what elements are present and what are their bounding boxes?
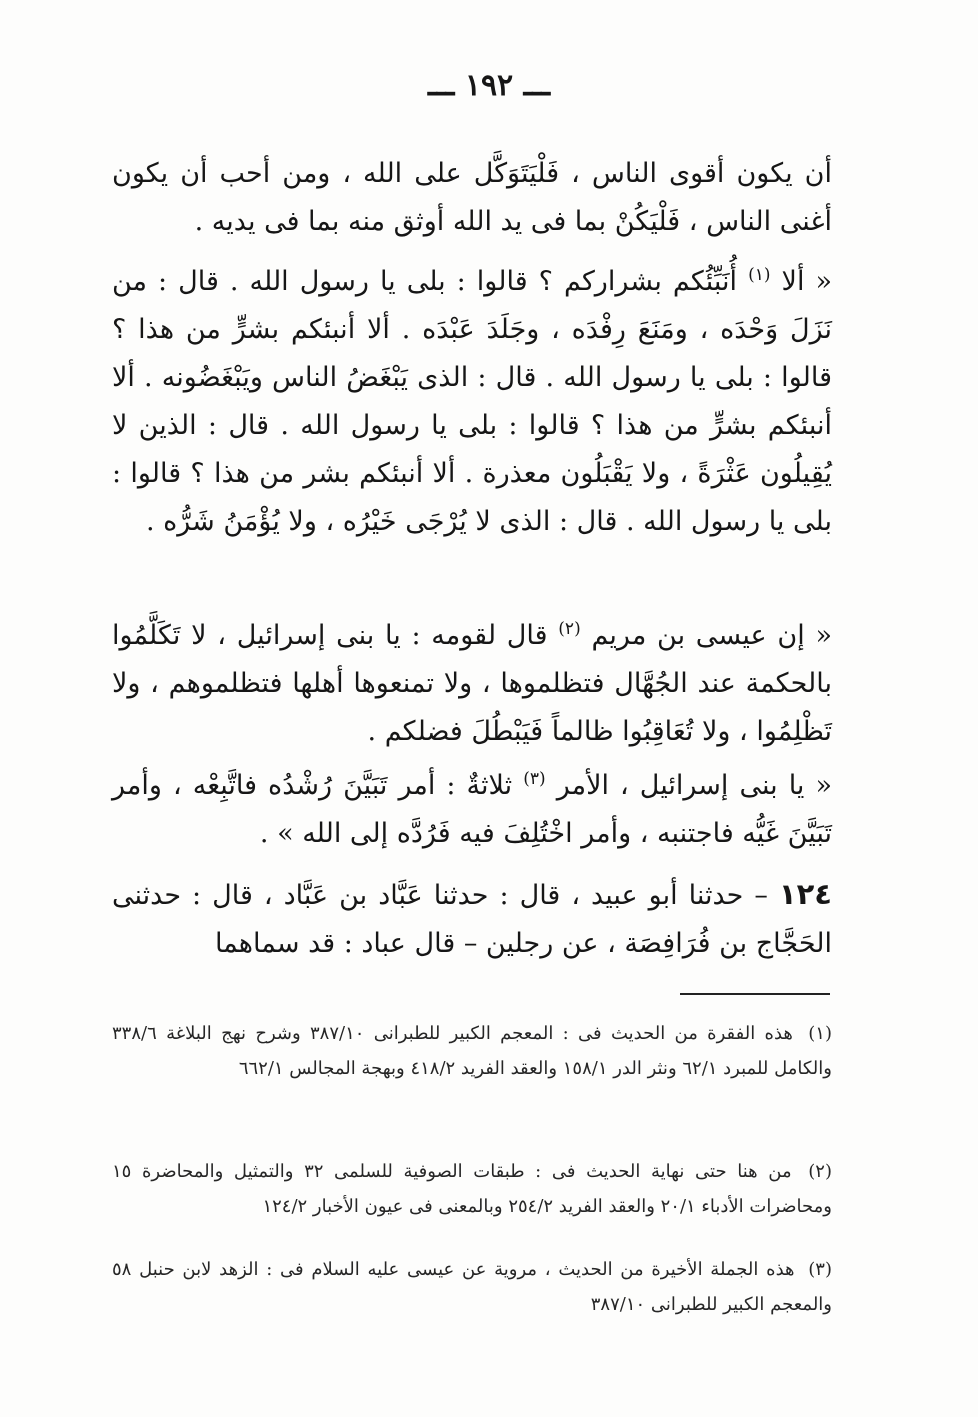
footnote-number: (٣) bbox=[808, 1259, 832, 1280]
footnote-2 bbox=[112, 1154, 832, 1224]
footnote-number: (٢) bbox=[808, 1161, 832, 1182]
footnote-ref: (٣) bbox=[523, 769, 546, 789]
footnote-1 bbox=[112, 1016, 832, 1086]
paragraph-text-after-ref: ثلاثةٌ : أمر تَبَيَّنَ رُشْدُه فاتَّبِعْه ، وأمر تَبَيَّنَ غَيُّه فاجتنبه ، وأمر اخْتُلِفَ فيه فَرُدَّه إلى الله » . bbox=[112, 770, 832, 849]
paragraph-narration-124 bbox=[112, 870, 832, 968]
footnote-ref: (٢) bbox=[558, 619, 581, 639]
paragraph-three-matters bbox=[112, 762, 832, 858]
paragraph-text-before-ref: « إن عيسى بن مريم bbox=[591, 620, 832, 651]
paragraph-isa-wisdom bbox=[112, 612, 832, 756]
footnote-text: هذه الفقرة من الحديث فى : المعجم الكبير للطبرانى ٣٨٧/١٠ وشرح نهج البلاغة ٣٣٨/٦ والكامل للمبرد ٦٢/١ ونثر الدر ١٥٨/١ والعقد الفريد ٤١٨/٢ وبهجة المجالس ٦٦٢/١ bbox=[112, 1023, 832, 1079]
footnote-3 bbox=[112, 1252, 832, 1322]
narration-number: ١٢٤ bbox=[778, 877, 832, 911]
paragraph-continuation bbox=[112, 150, 832, 246]
paragraph-hadith-worst-people bbox=[112, 258, 832, 546]
paragraph-text-after-ref: قال لقومه : يا بنى إسرائيل ، لا تَكَلَّمُوا بالحكمة عند الجُهَّال فتظلموها ، ولا تمنعوها أهلها فتظلموهم ، ولا تَظْلِمُوا ، ولا تُعَاقِبُوا ظالماً فَيَبْطُلَ فضلكم . bbox=[112, 620, 832, 747]
footnote-number: (١) bbox=[808, 1023, 832, 1044]
footnote-divider bbox=[680, 993, 830, 995]
page-number: ـــ ١٩٢ ـــ bbox=[428, 68, 550, 103]
paragraph-text: – حدثنا أبو عبيد ، قال : حدثنا عَبَّاد بن عَبَّاد ، قال : حدثنى الحَجَّاج بن فُرَافِصَة ، عن رجلين – قال عباد : قد سماهما bbox=[112, 880, 832, 959]
footnote-ref: (١) bbox=[748, 265, 771, 285]
footnote-text: هذه الجملة الأخيرة من الحديث ، مروية عن عيسى عليه السلام فى : الزهد لابن حنبل ٥٨ والمعجم الكبير للطبرانى ٣٨٧/١٠ bbox=[112, 1259, 832, 1315]
paragraph-text-before-ref: « يا بنى إسرائيل ، الأمر bbox=[556, 770, 832, 801]
paragraph-text-before-ref: « ألا bbox=[781, 266, 832, 297]
paragraph-text-after-ref: أُنَبِّئُكم بشراركم ؟ قالوا : بلى يا رسول الله . قال : من نَزَلَ وَحْدَه ، ومَنَعَ رِفْدَه ، وجَلَدَ عَبْدَه . ألا أنبئكم بشرٍّ من هذا ؟ قالوا : بلى يا رسول الله . قال : الذى يَبْغَضُ الناس ويَبْغَضُونه . ألا أنبئكم بشرٍّ من هذا ؟ قالوا : بلى يا رسول الله . قال : الذين لا يُقِيلُون عَثْرَةً ، ولا يَقْبَلُون معذرة . ألا أنبئكم بشر من هذا ؟ قالوا : بلى يا رسول الله . قال : الذى لا يُرْجَى خَيْرُه ، ولا يُؤْمَنُ شَرُّه . bbox=[112, 266, 832, 537]
paragraph-text: أن يكون أقوى الناس ، فَلْيَتَوَكَّل على الله ، ومن أحب أن يكون أغنى الناس ، فَلْيَكُنْ بما فى يد الله أوثق منه بما فى يديه . bbox=[112, 158, 832, 237]
footnote-text: من هنا حتى نهاية الحديث فى : طبقات الصوفية للسلمى ٣٢ والتمثيل والمحاضرة ١٥ ومحاضرات الأدباء ٢٠/١ والعقد الفريد ٢٥٤/٢ وبالمعنى فى عيون الأخبار ١٢٤/٢ bbox=[112, 1161, 832, 1217]
